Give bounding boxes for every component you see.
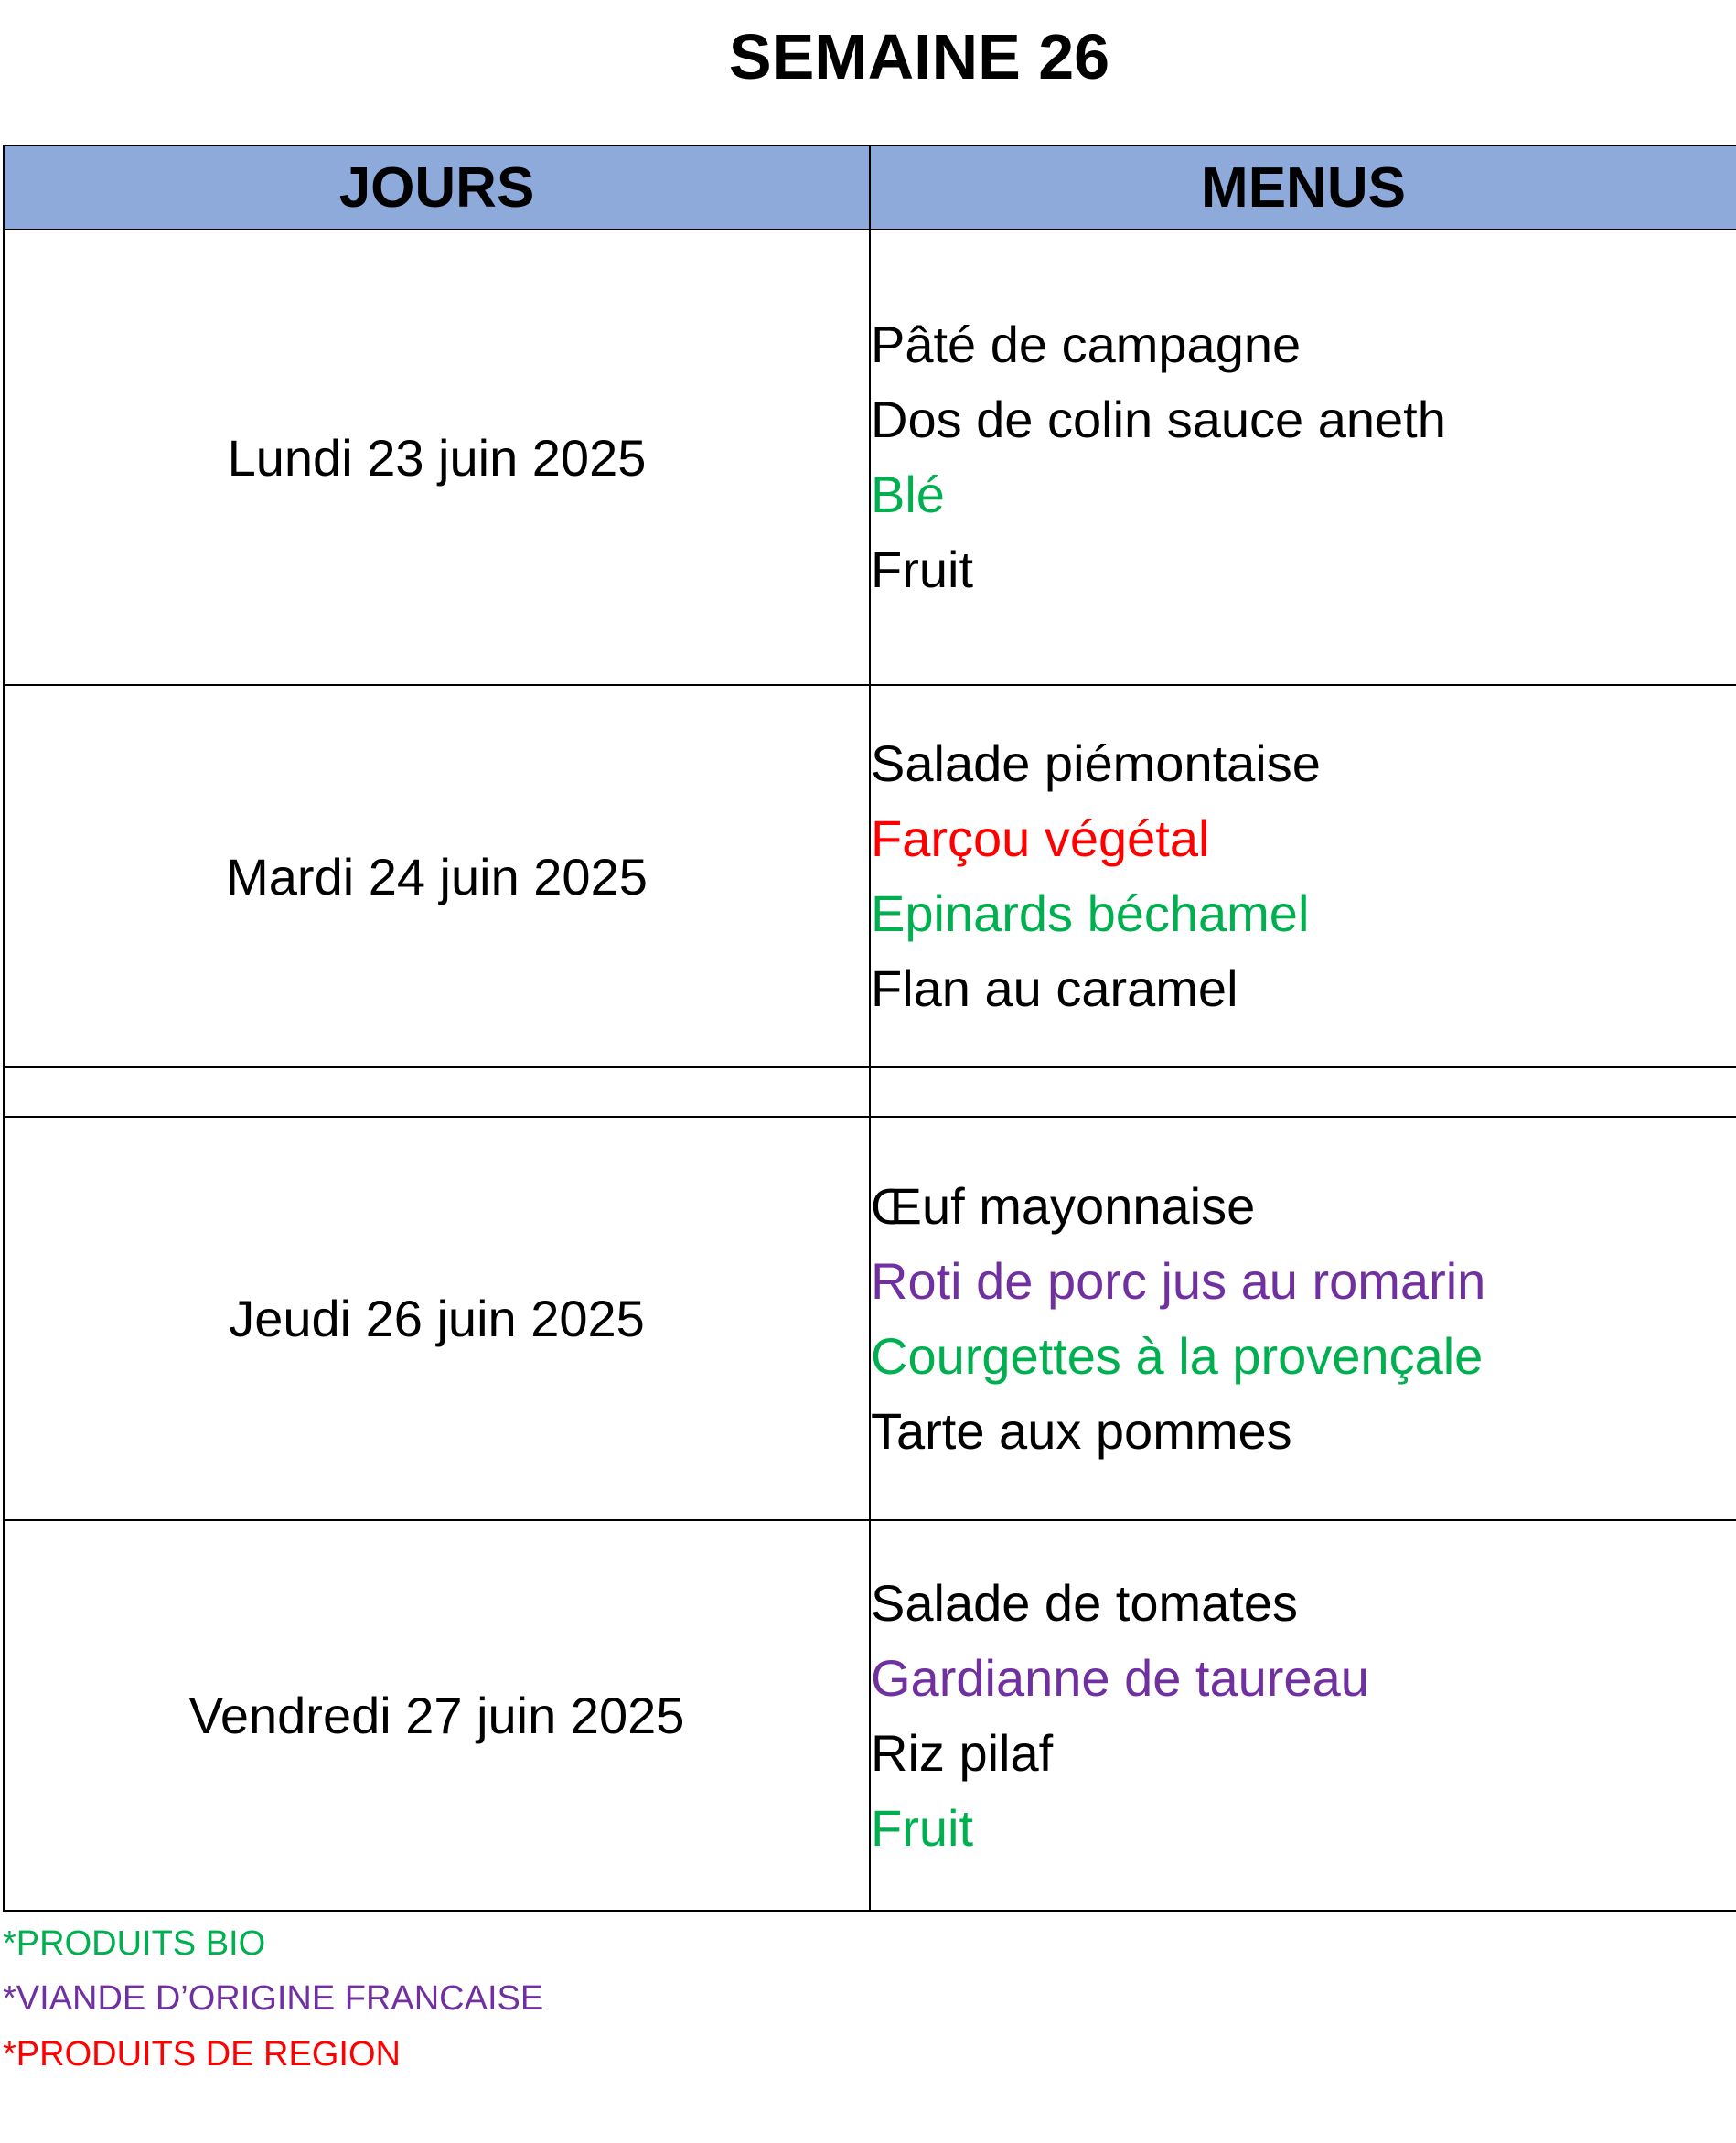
menu-item: Salade piémontaise (871, 734, 1321, 792)
menu-item: Fruit (871, 1798, 973, 1857)
menu-item: Riz pilaf (871, 1723, 1054, 1782)
legend-item-bio: *PRODUITS BIO (3, 1924, 266, 1963)
menu-item: Epinards béchamel (871, 884, 1310, 942)
legend-item-viande: *VIANDE D’ORIGINE FRANCAISE (3, 1979, 544, 2018)
day-cell: Vendredi 27 juin 2025 (4, 1520, 870, 1911)
table-row (4, 1117, 1736, 1520)
menu-cell (870, 1117, 1736, 1520)
menu-item: Blé (871, 466, 945, 523)
table-header-row (4, 145, 1736, 230)
day-cell: Mardi 24 juin 2025 (4, 685, 870, 1067)
legend-item-region: *PRODUITS DE REGION (3, 2035, 401, 2073)
menu-item: Pâté de campagne (871, 316, 1302, 373)
menu-item: Tarte aux pommes (871, 1401, 1292, 1460)
table-row (4, 685, 1736, 1067)
menu-cell (870, 1067, 1736, 1117)
table-body (4, 230, 1736, 1911)
menu-item: Gardianne de taureau (871, 1648, 1369, 1707)
table-row (4, 1520, 1736, 1911)
menu-item: Œuf mayonnaise (871, 1176, 1256, 1235)
menu-item: Dos de colin sauce aneth (871, 391, 1446, 448)
menu-item: Roti de porc jus au romarin (871, 1251, 1486, 1310)
day-cell (4, 1067, 870, 1117)
table-row (4, 1067, 1736, 1117)
menu-item: Fruit (871, 541, 973, 598)
menu-cell (870, 1520, 1736, 1911)
menu-item: Courgettes à la provençale (871, 1326, 1484, 1385)
header-days: JOURS (4, 145, 870, 230)
menu-item: Salade de tomates (871, 1573, 1298, 1632)
day-cell: Jeudi 26 juin 2025 (4, 1117, 870, 1520)
menu-cell (870, 230, 1736, 685)
day-cell: Lundi 23 juin 2025 (4, 230, 870, 685)
page-title: SEMAINE 26 (728, 21, 1110, 92)
menu-table (3, 145, 1736, 1912)
menu-cell (870, 685, 1736, 1067)
menu-item: Flan au caramel (871, 959, 1238, 1017)
header-menus: MENUS (870, 145, 1736, 230)
menu-item: Farçou végétal (871, 809, 1210, 867)
table-row (4, 230, 1736, 685)
